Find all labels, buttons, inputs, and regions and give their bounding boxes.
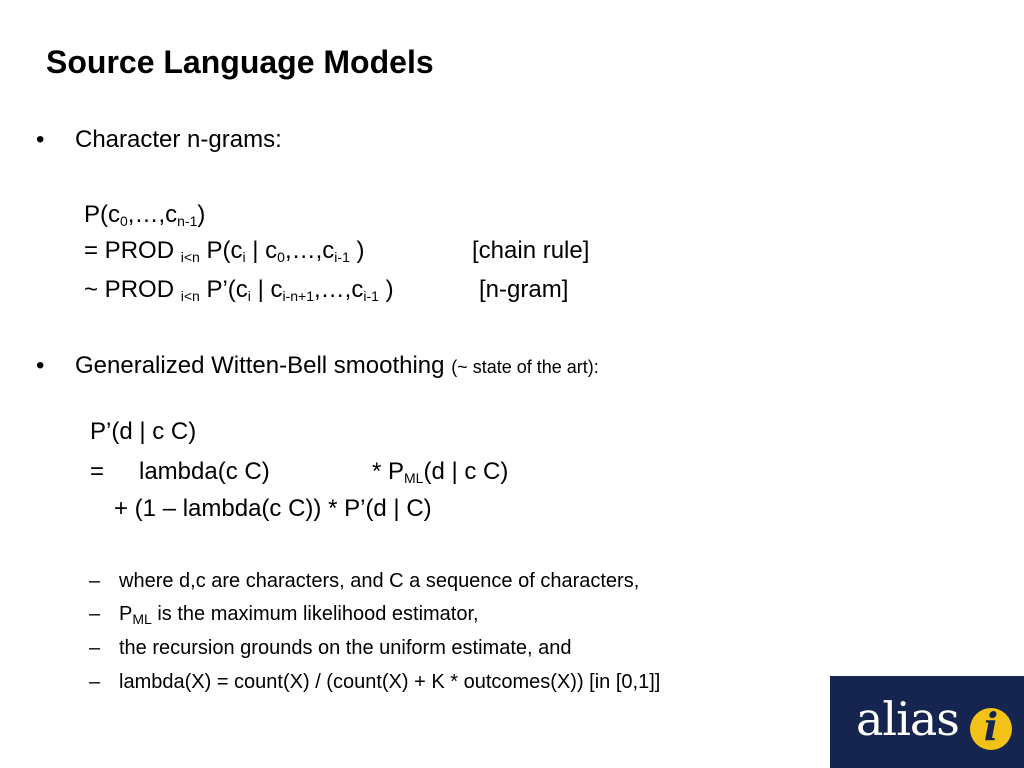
formula-line-3: ~ PROD $_{i<n}$ $P’(c_i$ | $c_{i-n+1},\dots,c_{i-1}$ ) [84,276,394,304]
subpoint-2: – $P_{ML}$ is the maximum likelihood estimator, [89,603,479,627]
wb-formula-line-2-lambda: lambda(c C) [139,458,270,485]
subpoint-3: – the recursion grounds on the uniform estimate, and [89,637,572,659]
bullet-witten-bell [36,352,599,380]
subpoint-4: – lambda(X) = count(X) / (count(X) + K * outcomes(X)) [in [0,1]] [89,671,661,693]
bullet-note: (~ state of the art): [451,357,599,377]
chain-rule-note: [chain rule] [472,237,590,264]
logo-badge-icon [970,704,1012,750]
wb-formula-line-1: P’(d | c C) [90,418,197,445]
bullet-label: Character n-grams: [75,126,282,153]
alias-i-logo [830,676,1024,768]
logo-badge-letter: i [983,704,999,749]
formula-line-1: $P(c_0,\dots,c_{n-1})$ [84,201,206,229]
bullet-glyph: • [36,126,45,153]
bullet-glyph: • [36,352,45,379]
wb-formula-line-2-eq: = [90,458,105,485]
wb-formula-line-3: + (1 – lambda(c C)) * P’(d | C) [114,495,432,522]
formula-line-2: = PROD $_{i<n}$ $P(c_i$ | $c_0,\dots,c_{i-1}$ ) [84,237,365,265]
slide-title: Source Language Models [46,44,434,80]
bullet-label: Generalized Witten-Bell smoothing [75,352,445,379]
subpoint-1: – where d,c are characters, and C a sequence of characters, [89,570,640,592]
wb-formula-line-2-pml: * $P_{ML}(d$ | c C) [372,458,509,486]
bullet-character-ngrams [36,126,282,154]
ngram-note: [n-gram] [479,276,569,303]
logo-wordmark: alias [856,692,959,746]
